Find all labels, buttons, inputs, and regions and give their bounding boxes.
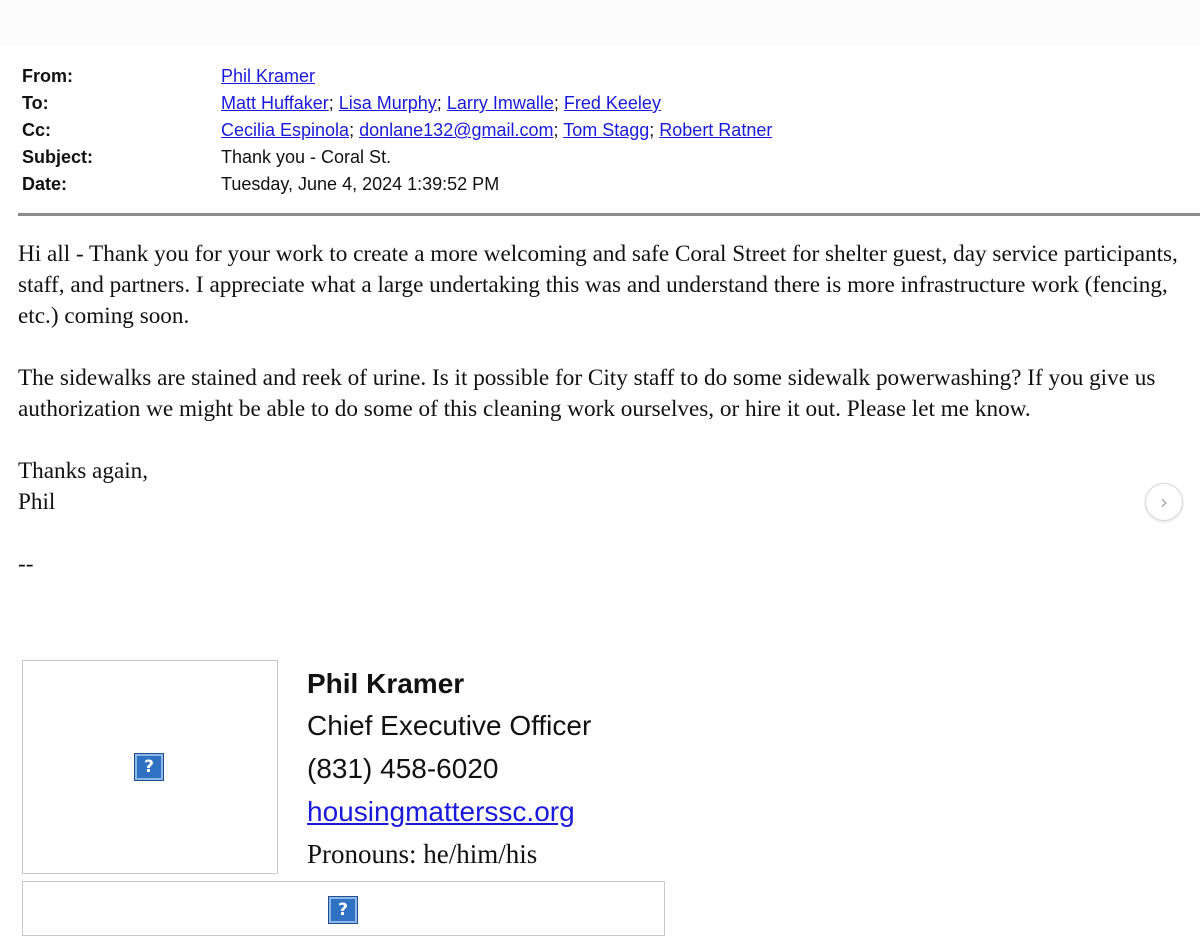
recipient-separator: ;	[328, 93, 334, 113]
date-value: Tuesday, June 4, 2024 1:39:52 PM	[221, 174, 500, 194]
signature-dash: --	[18, 551, 34, 577]
cc-separator: ;	[349, 120, 355, 140]
chevron-right-icon: ›	[1160, 490, 1168, 514]
signature-website-link[interactable]: housingmatterssc.org	[307, 796, 575, 827]
date-label: Date:	[22, 174, 68, 194]
top-strip	[0, 0, 1200, 46]
subject-label: Subject:	[22, 147, 94, 167]
date-row	[22, 172, 1172, 199]
from-row	[22, 64, 1172, 91]
cc-separator: ;	[553, 120, 559, 140]
signature-pronouns: Pronouns: he/him/his	[307, 839, 538, 869]
body-paragraph: The sidewalks are stained and reek of urine. Is it possible for City staff to do some sidewalk powerwashing? If you give us authorization we might be able to do some of this cleaning work ourselves, or hire it out. Please let me know.	[18, 365, 1156, 422]
cc-link[interactable]: Tom Stagg	[563, 120, 650, 140]
from-link[interactable]: Phil Kramer	[221, 66, 316, 86]
cc-value	[221, 118, 772, 142]
broken-image-icon: ?	[134, 753, 164, 781]
closing-name: Phil	[18, 489, 56, 515]
cc-row	[22, 118, 1172, 145]
to-label: To:	[22, 93, 49, 113]
cc-label: Cc:	[22, 120, 52, 140]
email-body	[18, 239, 1188, 580]
recipient-separator: ;	[553, 93, 559, 113]
body-paragraph: Hi all - Thank you for your work to create a more welcoming and safe Coral Street for shelter guest, day service participants, staff, and partners. I appreciate what a large undertaking this was and understand there is more infrastructure work (fencing, etc.) coming soon.	[18, 241, 1178, 329]
recipient-link[interactable]: Lisa Murphy	[338, 93, 437, 113]
signature-banner-placeholder	[22, 881, 665, 936]
cc-link[interactable]: donlane132@gmail.com	[359, 120, 554, 140]
from-label: From:	[22, 66, 73, 86]
signature-name: Phil Kramer	[307, 668, 465, 699]
recipient-link[interactable]: Larry Imwalle	[446, 93, 554, 113]
signature-logo-placeholder	[22, 660, 278, 874]
subject-row	[22, 145, 1172, 172]
email-headers	[22, 64, 1172, 199]
closing	[18, 456, 1188, 518]
signature-title: Chief Executive Officer	[307, 710, 592, 741]
recipient-link[interactable]: Matt Huffaker	[221, 93, 329, 113]
cc-link[interactable]: Cecilia Espinola	[221, 120, 350, 140]
next-arrow-button[interactable]	[1145, 483, 1183, 521]
to-row	[22, 91, 1172, 118]
subject-value: Thank you - Coral St.	[221, 147, 392, 167]
signature-block	[307, 664, 591, 876]
header-divider	[18, 213, 1200, 216]
recipient-separator: ;	[436, 93, 442, 113]
closing-line: Thanks again,	[18, 458, 149, 484]
cc-link[interactable]: Robert Ratner	[659, 120, 773, 140]
recipient-link[interactable]: Fred Keeley	[563, 93, 661, 113]
to-value	[221, 91, 661, 115]
broken-image-icon: ?	[328, 896, 358, 924]
signature-phone: (831) 458-6020	[307, 753, 499, 784]
from-value	[221, 64, 315, 88]
cc-separator: ;	[649, 120, 655, 140]
